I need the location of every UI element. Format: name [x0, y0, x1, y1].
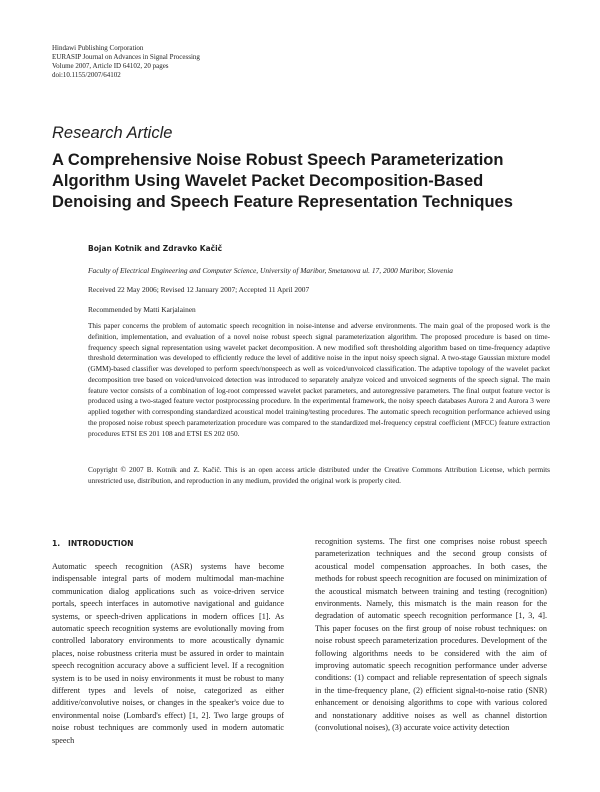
section-number: 1.	[52, 539, 61, 548]
doi-line: doi:10.1155/2007/64102	[52, 71, 121, 79]
article-type: Research Article	[52, 124, 173, 142]
journal-line: EURASIP Journal on Advances in Signal Processing	[52, 53, 200, 61]
publication-dates: Received 22 May 2006; Revised 12 January 2007; Accepted 11 April 2007	[88, 285, 310, 294]
journal-header	[52, 44, 200, 80]
volume-line: Volume 2007, Article ID 64102, 20 pages	[52, 62, 169, 70]
body-column-right: recognition systems. The first one comprises noise robust speech parameterization techniques and the second group consists of acoustical model compensation approaches. In both cases, the methods for robust speech recognition are focused on minimization of the acoustical mismatch between training and testing (recognition) environments. Namely, this mismatch is the main reason for the degradation of automatic speech recognition performance [1, 3, 4]. This paper focuses on the first group of noise robust techniques: on noise robust speech parameterization procedures. Development of the following algorithms needs to be considered with the aim of improving automatic speech recognition performance under adverse conditions: (1) compact and reliable representation of speech signals in the time-frequency plane, (2) efficient signal-to-noise ratio (SNR) enhancement or denoising algorithms to cope with various colored and nonstationary additive noises as well as channel distortion (convolutional noises), (3) accurate voice activity detection	[315, 537, 547, 733]
title-line-1: A Comprehensive Noise Robust Speech Parameterization	[52, 151, 504, 169]
section-heading	[52, 539, 134, 548]
recommended-by: Recommended by Matti Karjalainen	[88, 305, 196, 314]
title-line-3: Denoising and Speech Feature Representation Techniques	[52, 193, 513, 211]
authors: Bojan Kotnik and Zdravko Kačič	[88, 244, 223, 253]
copyright-notice: Copyright © 2007 B. Kotnik and Z. Kačič. This is an open access article distributed under the Creative Commons Attribution License, which permits unrestricted use, distribution, and reproduction in any medium, provided the original work is properly cited.	[88, 466, 550, 485]
affiliation: Faculty of Electrical Engineering and Computer Science, University of Maribor, Smetanova ul. 17, 2000 Maribor, Slovenia	[88, 266, 453, 275]
body-column-left: Automatic speech recognition (ASR) systems have become indispensable integral parts of modern multimodal man-machine communication dialog applications such as voice-driven service portals, speech interfaces in automotive navigational and guidance systems, or speech-driven applications in modern offices [1]. As automatic speech recognition systems are evolutionally moving from controlled laboratory environments to more acoustically dynamic places, noise robustness criteria must be assured in order to maintain speech recognition accuracy above a sufficient level. If a recognition system is to be used in noisy environments it must be robust to many different types and levels of noise, categorized as either additive/convolutive noises, or changes in the speaker's voice due to environmental noise (Lombard's effect) [1, 2]. Two large groups of noise robust techniques are commonly used in modern automatic speech	[52, 562, 284, 745]
publisher-line: Hindawi Publishing Corporation	[52, 44, 144, 52]
title-line-2: Algorithm Using Wavelet Packet Decomposition-Based	[52, 172, 484, 190]
section-title: INTRODUCTION	[68, 539, 134, 548]
abstract: This paper concerns the problem of automatic speech recognition in noise-intense and adverse environments. The main goal of the proposed work is the definition, implementation, and evaluation of a novel noise robust speech signal parameterization algorithm. The proposed procedure is based on time-frequency speech signal representation using wavelet packet decomposition. A new modified soft thresholding algorithm based on time-frequency adaptive threshold determination was developed to efficiently reduce the level of additive noise in the input noisy speech signal. A two-stage Gaussian mixture model (GMM)-based classifier was developed to perform speech/nonspeech as well as voiced/unvoiced classification. The adaptive topology of the wavelet packet decomposition tree based on voiced/unvoiced detection was introduced to separately analyze voiced and unvoiced segments of the speech signal. The main feature vector consists of a combination of log-root compressed wavelet packet parameters, and autoregressive parameters. The final output feature vector is produced using a two-staged feature vector postprocessing procedure. In the experimental framework, the noisy speech databases Aurora 2 and Aurora 3 were applied together with corresponding standardized acoustical model training/testing procedures. The automatic speech recognition performance achieved using the proposed noise robust speech parameterization procedure was compared to the standardized mel-frequency cepstral coefficient (MFCC) feature extraction procedures ETSI ES 201 108 and ETSI ES 202 050.	[88, 322, 550, 438]
paper-title	[52, 150, 552, 213]
